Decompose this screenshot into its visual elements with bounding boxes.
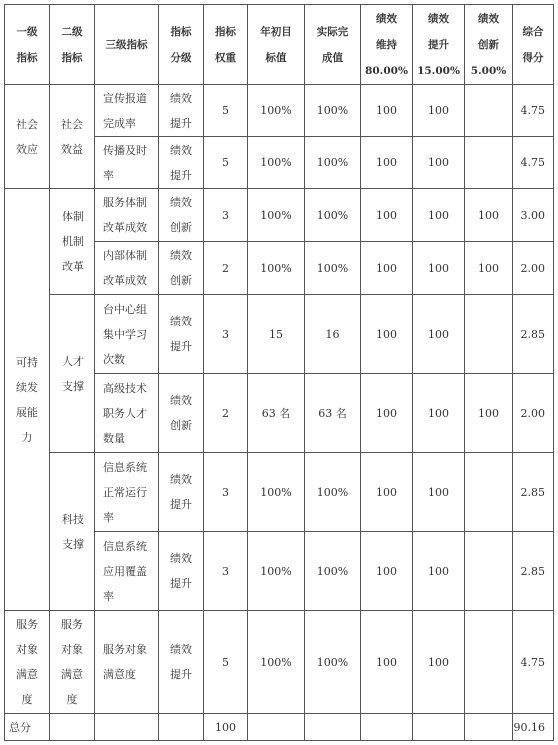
target-cell: 15 xyxy=(248,295,305,374)
subgroup-tech: 科技 支撑 xyxy=(50,453,95,611)
indicator-grade: 绩效 创新 xyxy=(159,374,204,453)
score-cell: 2.85 xyxy=(513,295,554,374)
actual-cell: 100% xyxy=(305,189,361,242)
improve-cell: 100 xyxy=(413,532,465,611)
indicator-grade: 绩效 提升 xyxy=(159,85,204,137)
target-cell: 100% xyxy=(248,611,305,714)
header-grade: 指标 分级 xyxy=(159,5,204,85)
score-cell: 2.85 xyxy=(513,453,554,532)
indicator-name: 信息系统 应用覆盖 率 xyxy=(95,532,159,611)
weight-cell: 2 xyxy=(204,242,248,295)
empty-cell xyxy=(465,714,513,741)
header-innovate: 绩效 创新 5.00% xyxy=(465,5,513,85)
actual-cell: 100% xyxy=(305,532,361,611)
header-maintain: 绩效 维持 80.00% xyxy=(361,5,413,85)
improve-cell: 100 xyxy=(413,189,465,242)
actual-cell: 100% xyxy=(305,453,361,532)
maintain-cell: 100 xyxy=(361,295,413,374)
indicator-name: 服务对象 满意度 xyxy=(95,611,159,714)
score-cell: 2.00 xyxy=(513,242,554,295)
header-row xyxy=(5,5,554,85)
improve-cell: 100 xyxy=(413,611,465,714)
maintain-cell: 100 xyxy=(361,532,413,611)
total-score: 90.16 xyxy=(513,714,554,741)
performance-table xyxy=(4,4,554,741)
indicator-grade: 绩效 创新 xyxy=(159,189,204,242)
header-score: 综合 得分 xyxy=(513,5,554,85)
target-cell: 100% xyxy=(248,532,305,611)
maintain-cell: 100 xyxy=(361,137,413,189)
empty-cell xyxy=(413,714,465,741)
improve-cell: 100 xyxy=(413,85,465,137)
maintain-cell: 100 xyxy=(361,453,413,532)
subgroup-talent: 人才 支撑 xyxy=(50,295,95,453)
maintain-cell: 100 xyxy=(361,189,413,242)
score-cell: 2.85 xyxy=(513,532,554,611)
improve-cell: 100 xyxy=(413,137,465,189)
actual-cell: 16 xyxy=(305,295,361,374)
indicator-name: 台中心组 集中学习 次数 xyxy=(95,295,159,374)
indicator-grade: 绩效 提升 xyxy=(159,532,204,611)
weight-cell: 3 xyxy=(204,189,248,242)
target-cell: 100% xyxy=(248,189,305,242)
empty-cell xyxy=(305,714,361,741)
indicator-grade: 绩效 创新 xyxy=(159,242,204,295)
table-row xyxy=(5,453,554,532)
indicator-name: 信息系统 正常运行 率 xyxy=(95,453,159,532)
target-cell: 100% xyxy=(248,137,305,189)
innovate-cell xyxy=(465,85,513,137)
target-cell: 63 名 xyxy=(248,374,305,453)
actual-cell: 100% xyxy=(305,85,361,137)
indicator-grade: 绩效 提升 xyxy=(159,611,204,714)
subgroup-service-satisfaction: 服务 对象 满意 度 xyxy=(50,611,95,714)
total-label: 总分 xyxy=(5,714,50,741)
innovate-cell xyxy=(465,532,513,611)
innovate-cell: 100 xyxy=(465,374,513,453)
score-cell: 3.00 xyxy=(513,189,554,242)
indicator-name: 内部体制 改革成效 xyxy=(95,242,159,295)
group-sustain: 可持 续发 展能 力 xyxy=(5,189,50,611)
subgroup-system-reform: 体制 机制 改革 xyxy=(50,189,95,295)
weight-cell: 5 xyxy=(204,137,248,189)
empty-cell xyxy=(159,714,204,741)
weight-cell: 3 xyxy=(204,532,248,611)
weight-cell: 3 xyxy=(204,295,248,374)
actual-cell: 100% xyxy=(305,242,361,295)
header-actual: 实际完 成值 xyxy=(305,5,361,85)
weight-cell: 2 xyxy=(204,374,248,453)
target-cell: 100% xyxy=(248,453,305,532)
innovate-cell: 100 xyxy=(465,189,513,242)
innovate-cell xyxy=(465,611,513,714)
subgroup-social-benefit: 社会 效益 xyxy=(50,85,95,189)
score-cell: 4.75 xyxy=(513,137,554,189)
innovate-cell xyxy=(465,137,513,189)
table-row xyxy=(5,189,554,242)
indicator-grade: 绩效 提升 xyxy=(159,453,204,532)
maintain-cell: 100 xyxy=(361,242,413,295)
empty-cell xyxy=(361,714,413,741)
table-row xyxy=(5,611,554,714)
score-cell: 2.00 xyxy=(513,374,554,453)
improve-cell: 100 xyxy=(413,374,465,453)
score-cell: 4.75 xyxy=(513,611,554,714)
indicator-name: 传播及时 率 xyxy=(95,137,159,189)
total-weight: 100 xyxy=(204,714,248,741)
actual-cell: 100% xyxy=(305,611,361,714)
empty-cell xyxy=(248,714,305,741)
improve-cell: 100 xyxy=(413,242,465,295)
target-cell: 100% xyxy=(248,242,305,295)
group-service: 服务 对象 满意 度 xyxy=(5,611,50,714)
table-row xyxy=(5,85,554,137)
innovate-cell xyxy=(465,453,513,532)
header-weight: 指标 权重 xyxy=(204,5,248,85)
table-row xyxy=(5,295,554,374)
empty-cell xyxy=(95,714,159,741)
indicator-name: 高级技术 职务人才 数量 xyxy=(95,374,159,453)
target-cell: 100% xyxy=(248,85,305,137)
header-improve: 绩效 提升 15.00% xyxy=(413,5,465,85)
empty-cell xyxy=(50,714,95,741)
weight-cell: 5 xyxy=(204,611,248,714)
indicator-name: 服务体制 改革成效 xyxy=(95,189,159,242)
innovate-cell: 100 xyxy=(465,242,513,295)
actual-cell: 100% xyxy=(305,137,361,189)
header-level3: 三级指标 xyxy=(95,5,159,85)
header-level1: 一级 指标 xyxy=(5,5,50,85)
total-row xyxy=(5,714,554,741)
weight-cell: 5 xyxy=(204,85,248,137)
weight-cell: 3 xyxy=(204,453,248,532)
score-cell: 4.75 xyxy=(513,85,554,137)
actual-cell: 63 名 xyxy=(305,374,361,453)
header-level2: 二级 指标 xyxy=(50,5,95,85)
indicator-grade: 绩效 提升 xyxy=(159,295,204,374)
maintain-cell: 100 xyxy=(361,374,413,453)
innovate-cell xyxy=(465,295,513,374)
maintain-cell: 100 xyxy=(361,85,413,137)
indicator-name: 宣传报道 完成率 xyxy=(95,85,159,137)
group-social: 社会 效应 xyxy=(5,85,50,189)
improve-cell: 100 xyxy=(413,295,465,374)
header-target: 年初目 标值 xyxy=(248,5,305,85)
improve-cell: 100 xyxy=(413,453,465,532)
maintain-cell: 100 xyxy=(361,611,413,714)
indicator-grade: 绩效 提升 xyxy=(159,137,204,189)
